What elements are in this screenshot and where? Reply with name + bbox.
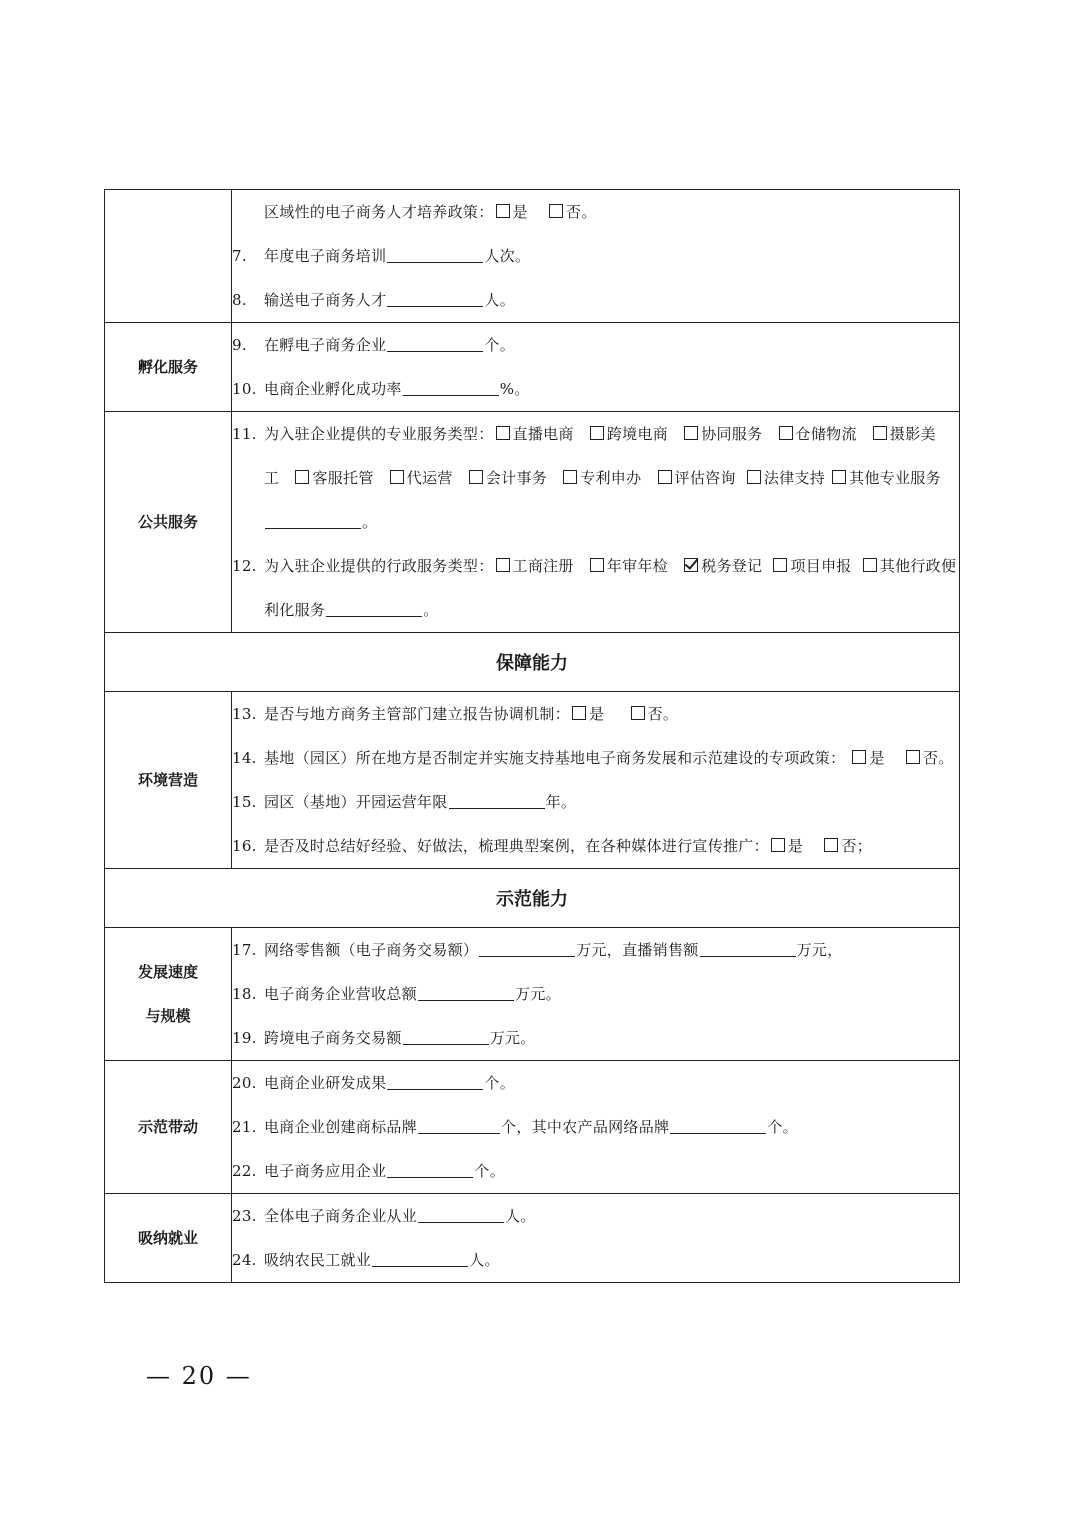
checkbox-cross-border[interactable] [590, 426, 604, 440]
item-text: 个，其中农产品网络品牌 [501, 1118, 670, 1136]
option-label: 协同服务 [701, 425, 763, 443]
blank-field[interactable] [403, 379, 499, 396]
section-title: 保障能力 [496, 653, 568, 674]
option-label: 仓储物流 [795, 425, 857, 443]
item-unit: 个。 [767, 1118, 798, 1136]
item-number: 16. [232, 837, 257, 855]
checkbox-yes[interactable] [852, 750, 866, 764]
category-public-services [105, 412, 232, 633]
section-header-demonstration [105, 869, 960, 928]
category-environment [105, 692, 232, 869]
option-label: 是 [787, 837, 804, 855]
item-number: 15. [232, 793, 257, 811]
item-number: 14. [232, 749, 257, 767]
item-text: 在孵电子商务企业 [264, 336, 387, 354]
checkbox-yes[interactable] [771, 838, 785, 852]
item-text: 网络零售额（电子商务交易额） [264, 941, 479, 959]
section-title: 示范能力 [496, 889, 568, 910]
checkbox-annual-inspection[interactable] [590, 558, 604, 572]
category-label-line-2: 与规模 [145, 1007, 191, 1025]
option-label: 摄影美工 [264, 425, 936, 487]
blank-field[interactable] [387, 1073, 483, 1090]
option-label: 会计事务 [485, 469, 548, 487]
item-9 [232, 323, 959, 367]
section-header-row [105, 869, 960, 928]
item-end: 。 [423, 601, 439, 619]
checkbox-yes[interactable] [496, 204, 510, 218]
item-16 [232, 824, 959, 868]
option-label: 客服托管 [312, 469, 374, 487]
blank-field[interactable] [265, 512, 361, 529]
category-label: 吸纳就业 [137, 1229, 198, 1247]
item-text: 跨境电子商务交易额 [264, 1029, 402, 1047]
content-cell [232, 1061, 960, 1194]
checkbox-customer-service[interactable] [295, 470, 309, 484]
item-unit: 万元， [796, 941, 843, 959]
item-number: 20. [232, 1074, 257, 1092]
item-text: 为入驻企业提供的行政服务类型： [264, 557, 494, 575]
item-text: 园区（基地）开园运营年限 [264, 793, 448, 811]
checkbox-other-admin[interactable] [863, 558, 877, 572]
item-text: 全体电子商务企业从业 [264, 1207, 418, 1225]
content-cell [232, 692, 960, 869]
category-demonstration-lead [105, 1061, 232, 1194]
item-text: 是否与地方商务主管部门建立报告协调机制： [264, 705, 571, 723]
checkbox-warehousing[interactable] [779, 426, 793, 440]
indicator-form-table [104, 189, 960, 1283]
checkbox-consulting[interactable] [658, 470, 672, 484]
blank-field[interactable] [403, 1028, 489, 1045]
content-cell [232, 323, 960, 412]
row-employment [105, 1194, 960, 1283]
option-label: 年审年检 [606, 557, 669, 575]
item-number: 23. [232, 1207, 257, 1225]
item-unit: %。 [499, 380, 530, 398]
item-text: 基地（园区）所在地方是否制定并实施支持基地电子商务发展和示范建设的专项政策： [264, 749, 846, 767]
item-unit: 人。 [469, 1251, 500, 1269]
row-development-scale [105, 928, 960, 1061]
item-22 [232, 1149, 959, 1193]
checkbox-other-professional[interactable] [832, 470, 846, 484]
option-label: 否。 [647, 705, 679, 723]
category-label: 公共服务 [137, 513, 198, 531]
option-label: 其他专业服务 [849, 469, 941, 487]
item-text: 电商企业创建商标品牌 [264, 1118, 418, 1136]
content-cell [232, 1194, 960, 1283]
option-label: 否。 [566, 203, 597, 221]
item-unit: 个。 [474, 1162, 506, 1180]
option-label: 否。 [923, 749, 954, 767]
category-employment [105, 1194, 232, 1283]
row-incubation [105, 323, 960, 412]
row-public-services [105, 412, 960, 633]
item-13 [232, 692, 959, 736]
checkbox-legal[interactable] [747, 470, 761, 484]
item-24 [232, 1238, 959, 1282]
blank-field[interactable] [700, 940, 796, 957]
checkbox-patent[interactable] [563, 470, 577, 484]
item-number: 12. [232, 557, 257, 575]
category-incubation [105, 323, 232, 412]
item-unit: 个。 [484, 1074, 516, 1092]
content-cell [232, 412, 960, 633]
checkbox-live-commerce[interactable] [496, 426, 510, 440]
item-number: 13. [232, 705, 257, 723]
category-label-line-1: 发展速度 [137, 963, 198, 981]
blank-field[interactable] [479, 940, 575, 957]
item-text: 是否及时总结好经验、好做法，梳理典型案例，在各种媒体进行宣传推广： [264, 837, 769, 855]
item-11 [232, 412, 959, 544]
checkbox-business-registration[interactable] [496, 558, 510, 572]
item-8 [232, 278, 959, 322]
item-text: 为入驻企业提供的专业服务类型： [264, 425, 494, 443]
blank-field[interactable] [670, 1117, 766, 1134]
item-number: 24. [232, 1251, 257, 1269]
option-label: 直播电商 [512, 425, 574, 443]
blank-field[interactable] [372, 1250, 468, 1267]
checkbox-tax-registration[interactable] [684, 558, 698, 572]
option-label: 跨境电商 [606, 425, 669, 443]
item-7 [232, 234, 959, 278]
category-cell-empty [105, 190, 232, 323]
checkbox-no[interactable] [906, 750, 920, 764]
blank-field[interactable] [418, 984, 514, 1001]
option-label: 否； [841, 837, 873, 855]
item-text: 电商企业研发成果 [264, 1074, 387, 1092]
section-header-row [105, 633, 960, 692]
checkbox-collaboration[interactable] [684, 426, 698, 440]
item-text: 输送电子商务人才 [264, 291, 387, 309]
checkbox-operation[interactable] [390, 470, 404, 484]
item-unit: 万元。 [515, 985, 561, 1003]
item-end: 。 [362, 513, 378, 531]
option-label: 工商注册 [512, 557, 574, 575]
blank-field[interactable] [418, 1117, 500, 1134]
item-number: 10. [232, 380, 257, 398]
item-21 [232, 1105, 959, 1149]
item-text: 区域性的电子商务人才培养政策： [264, 203, 494, 221]
blank-field[interactable] [387, 335, 483, 352]
item-19 [232, 1016, 959, 1060]
item-text: 吸纳农民工就业 [264, 1251, 372, 1269]
item-number: 9. [232, 336, 247, 354]
item-number: 18. [232, 985, 257, 1003]
item-number: 21. [232, 1118, 257, 1136]
item-6-continued [232, 190, 959, 234]
checkbox-photography[interactable] [873, 426, 887, 440]
checkbox-no[interactable] [631, 706, 645, 720]
row-demonstration-lead [105, 1061, 960, 1194]
option-label: 代运营 [406, 469, 453, 487]
checkbox-project-application[interactable] [773, 558, 787, 572]
row-talent-training [105, 190, 960, 323]
blank-field[interactable] [449, 792, 545, 809]
item-unit: 个。 [484, 336, 516, 354]
blank-field[interactable] [418, 1206, 504, 1223]
category-label: 孵化服务 [137, 358, 198, 376]
category-label: 示范带动 [137, 1118, 198, 1136]
item-number: 11. [232, 425, 257, 443]
content-cell [232, 928, 960, 1061]
option-label: 法律支持 [763, 469, 826, 487]
option-label: 是 [869, 749, 885, 767]
item-number: 8. [232, 291, 247, 309]
option-label: 其他行政便利化服务 [264, 557, 957, 619]
option-label: 是 [589, 705, 605, 723]
item-text: 电子商务企业营收总额 [264, 985, 418, 1003]
option-label: 是 [512, 203, 528, 221]
category-label: 环境营造 [137, 771, 198, 789]
item-number: 7. [232, 247, 247, 265]
item-unit: 年。 [545, 793, 577, 811]
item-17 [232, 928, 959, 972]
option-label: 专利申办 [580, 469, 642, 487]
item-12 [232, 544, 959, 632]
checkbox-no[interactable] [549, 204, 563, 218]
item-18 [232, 972, 959, 1016]
checkbox-accounting[interactable] [469, 470, 483, 484]
item-20 [232, 1061, 959, 1105]
blank-field[interactable] [387, 1161, 473, 1178]
blank-field[interactable] [387, 246, 483, 263]
content-cell [232, 190, 960, 323]
item-unit: 万元。 [489, 1029, 536, 1047]
page-number: — 20 — [146, 1362, 252, 1390]
item-number: 19. [232, 1029, 257, 1047]
item-text: 年度电子商务培训 [264, 247, 387, 265]
item-23 [232, 1194, 959, 1238]
blank-field[interactable] [326, 600, 422, 617]
item-text: 电子商务应用企业 [264, 1162, 387, 1180]
item-number: 17. [232, 941, 257, 959]
item-unit: 人。 [484, 291, 516, 309]
item-text: 万元，直播销售额 [576, 941, 699, 959]
checkbox-yes[interactable] [572, 706, 586, 720]
option-label: 评估咨询 [674, 469, 736, 487]
item-unit: 人。 [505, 1207, 536, 1225]
item-14 [232, 736, 959, 780]
row-environment [105, 692, 960, 869]
item-number: 22. [232, 1162, 257, 1180]
option-label: 税务登记 [701, 557, 763, 575]
section-header-guarantee [105, 633, 960, 692]
item-unit: 人次。 [484, 247, 531, 265]
item-10 [232, 367, 959, 411]
category-development-scale [105, 928, 232, 1061]
checkbox-no[interactable] [824, 838, 838, 852]
blank-field[interactable] [387, 290, 483, 307]
option-label: 项目申报 [790, 557, 852, 575]
item-text: 电商企业孵化成功率 [264, 380, 402, 398]
item-15 [232, 780, 959, 824]
